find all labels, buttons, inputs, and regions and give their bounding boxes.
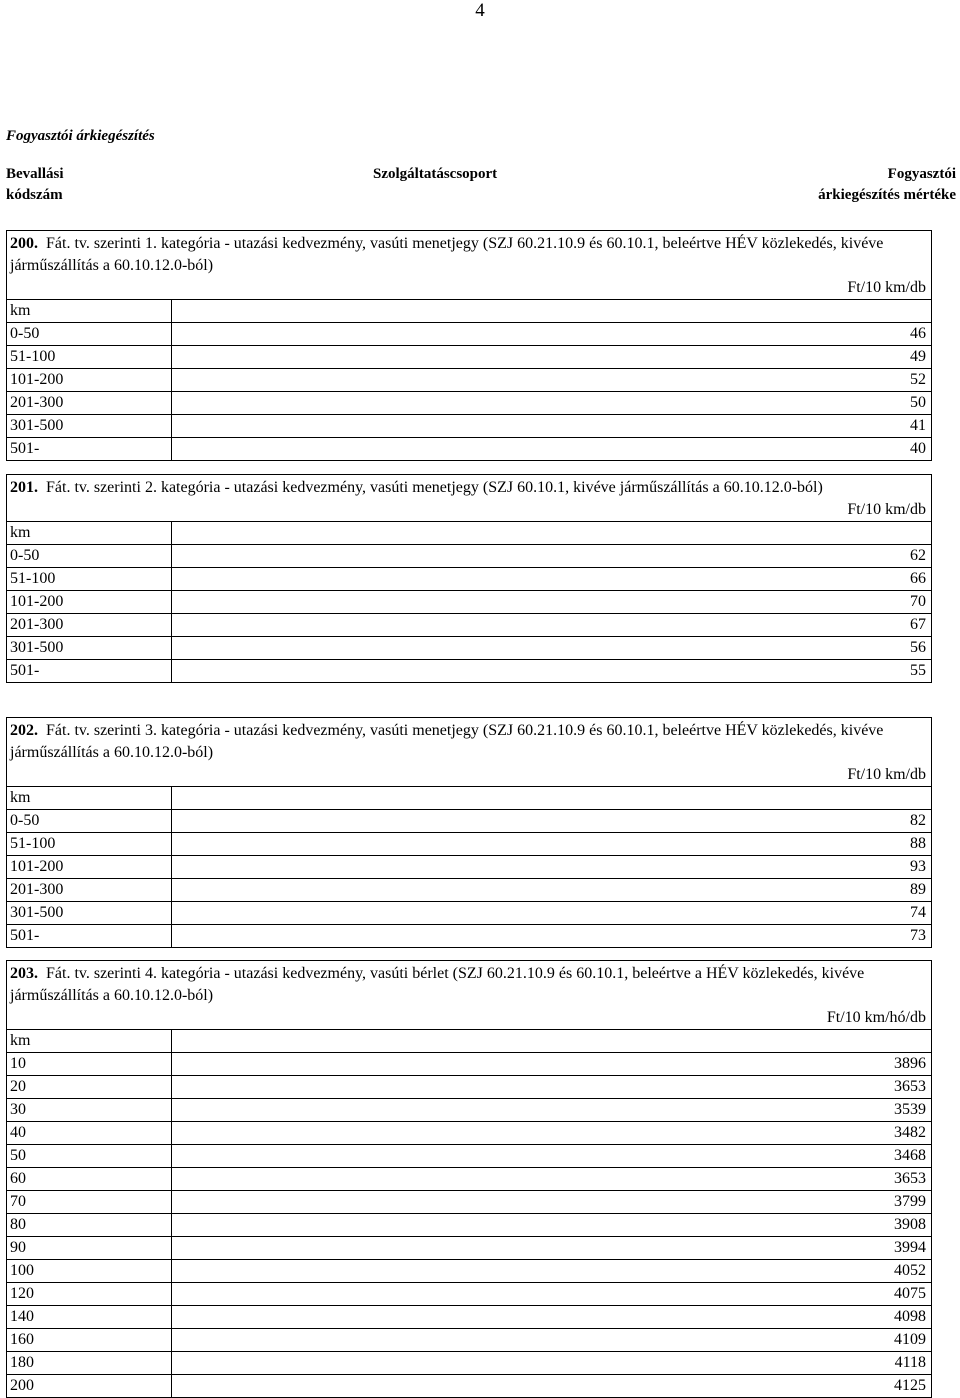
section-title	[7, 961, 931, 1007]
km-label: km	[7, 522, 172, 544]
km-range: 70	[7, 1191, 172, 1213]
table-row	[7, 659, 931, 682]
value-header	[172, 300, 931, 322]
price-value: 4109	[894, 1331, 926, 1348]
table-row	[7, 855, 931, 878]
section-title	[7, 718, 931, 764]
price-value: 3539	[894, 1101, 926, 1118]
table-header-row	[7, 786, 931, 809]
section-203	[6, 960, 932, 1398]
km-range: 201-300	[7, 879, 172, 901]
km-range: 0-50	[7, 810, 172, 832]
table-row	[7, 613, 931, 636]
price-value: 66	[910, 570, 926, 587]
price-value: 93	[910, 858, 926, 875]
section-code: 200.	[10, 235, 38, 252]
km-range: 200	[7, 1375, 172, 1397]
km-range: 201-300	[7, 614, 172, 636]
price-value: 4118	[894, 1354, 926, 1371]
section-title	[7, 231, 931, 277]
section-code: 203.	[10, 965, 38, 982]
km-range: 301-500	[7, 902, 172, 924]
km-range: 0-50	[7, 545, 172, 567]
price-value: 3896	[894, 1055, 926, 1072]
km-range: 51-100	[7, 568, 172, 590]
km-range: 101-200	[7, 591, 172, 613]
table-row	[7, 1121, 931, 1144]
table-row	[7, 1259, 931, 1282]
price-value: 49	[910, 348, 926, 365]
km-range: 140	[7, 1306, 172, 1328]
price-value: 56	[910, 639, 926, 656]
section-unit: Ft/10 km/db	[847, 501, 926, 518]
price-value: 4075	[894, 1285, 926, 1302]
table-row	[7, 1374, 931, 1397]
price-value: 40	[910, 440, 926, 457]
table-row	[7, 1190, 931, 1213]
price-value: 3908	[894, 1216, 926, 1233]
km-range: 301-500	[7, 415, 172, 437]
km-range: 101-200	[7, 369, 172, 391]
column-header-amount	[818, 164, 956, 206]
column-header-amount-line1: Fogyasztói	[887, 166, 956, 182]
km-range: 120	[7, 1283, 172, 1305]
table-row	[7, 924, 931, 947]
km-range: 160	[7, 1329, 172, 1351]
table-row	[7, 322, 931, 345]
table-row	[7, 1213, 931, 1236]
section-description: Fát. tv. szerinti 2. kategória - utazási kedvezmény, vasúti menetjegy (SZJ 60.10.1, kivéve járműszállítás a 60.10.12.0-ból)	[46, 479, 823, 496]
price-value: 4052	[894, 1262, 926, 1279]
km-label: km	[7, 1030, 172, 1052]
column-header-group-label: Szolgáltatáscsoport	[373, 166, 498, 182]
price-value: 3653	[894, 1170, 926, 1187]
km-range: 80	[7, 1214, 172, 1236]
km-range: 40	[7, 1122, 172, 1144]
section-code: 202.	[10, 722, 38, 739]
price-value: 3482	[894, 1124, 926, 1141]
km-range: 180	[7, 1352, 172, 1374]
km-range: 0-50	[7, 323, 172, 345]
table-row	[7, 1167, 931, 1190]
section-code: 201.	[10, 479, 38, 496]
km-label: km	[7, 300, 172, 322]
value-header	[172, 522, 931, 544]
table-header-row	[7, 1029, 931, 1052]
table-row	[7, 1236, 931, 1259]
price-value: 55	[910, 662, 926, 679]
km-range: 90	[7, 1237, 172, 1259]
price-value: 62	[910, 547, 926, 564]
table-row	[7, 636, 931, 659]
table-row	[7, 345, 931, 368]
price-value: 3653	[894, 1078, 926, 1095]
column-header-code-line1: Bevallási	[6, 166, 64, 182]
table-row	[7, 809, 931, 832]
price-value: 70	[910, 593, 926, 610]
column-header-code-line2: kódszám	[6, 187, 63, 203]
table-row	[7, 1328, 931, 1351]
price-value: 4125	[894, 1377, 926, 1394]
price-value: 89	[910, 881, 926, 898]
column-header-group	[373, 164, 497, 185]
price-value: 3468	[894, 1147, 926, 1164]
price-value: 3994	[894, 1239, 926, 1256]
section-unit: Ft/10 km/hó/db	[826, 1009, 926, 1026]
table-row	[7, 1305, 931, 1328]
table-row	[7, 1075, 931, 1098]
table-row	[7, 832, 931, 855]
table-row	[7, 590, 931, 613]
page-number: 4	[475, 0, 485, 21]
section-202	[6, 717, 932, 948]
km-range: 201-300	[7, 392, 172, 414]
table-row	[7, 368, 931, 391]
table-row	[7, 567, 931, 590]
section-description: Fát. tv. szerinti 3. kategória - utazási kedvezmény, vasúti menetjegy (SZJ 60.21.10.9 és 60.10.1, beleértve HÉV közlekedés, kivéve járműszállítás a 60.10.12.0-ból)	[10, 722, 884, 761]
table-row	[7, 1052, 931, 1075]
table-row	[7, 1144, 931, 1167]
price-value: 88	[910, 835, 926, 852]
section-200	[6, 230, 932, 461]
price-value: 3799	[894, 1193, 926, 1210]
km-range: 10	[7, 1053, 172, 1075]
value-header	[172, 1030, 931, 1052]
km-range: 50	[7, 1145, 172, 1167]
value-header	[172, 787, 931, 809]
table-row	[7, 1098, 931, 1121]
km-range: 501-	[7, 438, 172, 460]
km-range: 101-200	[7, 856, 172, 878]
table-row	[7, 414, 931, 437]
km-range: 20	[7, 1076, 172, 1098]
price-value: 73	[910, 927, 926, 944]
km-range: 301-500	[7, 637, 172, 659]
price-value: 46	[910, 325, 926, 342]
table-row	[7, 391, 931, 414]
document-title: Fogyasztói árkiegészítés	[6, 128, 155, 144]
section-201	[6, 474, 932, 683]
table-row	[7, 544, 931, 567]
table-header-row	[7, 521, 931, 544]
km-range: 100	[7, 1260, 172, 1282]
price-value: 67	[910, 616, 926, 633]
table-header-row	[7, 299, 931, 322]
km-range: 501-	[7, 660, 172, 682]
table-row	[7, 901, 931, 924]
section-unit: Ft/10 km/db	[847, 279, 926, 296]
section-unit: Ft/10 km/db	[847, 766, 926, 783]
km-range: 51-100	[7, 346, 172, 368]
section-title	[7, 475, 931, 499]
table-row	[7, 1351, 931, 1374]
price-value: 52	[910, 371, 926, 388]
km-label: km	[7, 787, 172, 809]
km-range: 51-100	[7, 833, 172, 855]
table-row	[7, 1282, 931, 1305]
km-range: 60	[7, 1168, 172, 1190]
price-value: 4098	[894, 1308, 926, 1325]
column-header-code	[6, 164, 64, 206]
section-description: Fát. tv. szerinti 4. kategória - utazási kedvezmény, vasúti bérlet (SZJ 60.21.10.9 és 60.10.1, beleértve a HÉV közlekedés, kivéve járműszállítás a 60.10.12.0-ból)	[10, 965, 865, 1004]
table-row	[7, 437, 931, 460]
km-range: 501-	[7, 925, 172, 947]
price-value: 82	[910, 812, 926, 829]
price-value: 74	[910, 904, 926, 921]
km-range: 30	[7, 1099, 172, 1121]
column-header-amount-line2: árkiegészítés mértéke	[818, 187, 956, 203]
table-row	[7, 878, 931, 901]
section-description: Fát. tv. szerinti 1. kategória - utazási kedvezmény, vasúti menetjegy (SZJ 60.21.10.9 és 60.10.1, beleértve HÉV közlekedés, kivéve járműszállítás a 60.10.12.0-ból)	[10, 235, 884, 274]
price-value: 41	[910, 417, 926, 434]
price-value: 50	[910, 394, 926, 411]
